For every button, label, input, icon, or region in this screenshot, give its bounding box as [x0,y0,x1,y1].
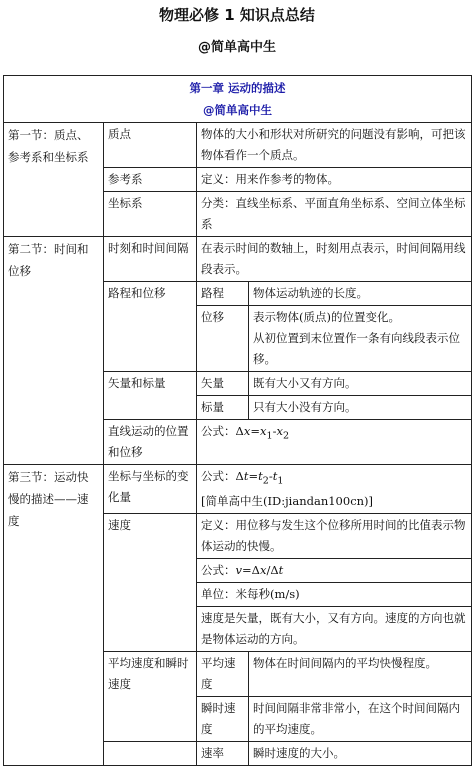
sudu-formula [197,559,472,583]
formula-eq: = [250,424,260,438]
formula-var: t [278,563,284,578]
topic-lucheng-weiyi: 路程和位移 [104,282,197,372]
term-biaoliang-desc: 只有大小没有方向。 [249,396,472,420]
sudu-unit: 单位：米每秒(m/s) [197,583,472,607]
topic-zuobiao: 坐标与坐标的变化量 [104,465,197,514]
topic-zhidian-desc: 物体的大小和形状对所研究的问题没有影响，可把该物体看作一个质点。 [197,123,472,168]
term-weiyi-desc-line1: 表示物体(质点)的位置变化。 [253,310,400,324]
topic-zuobiao-desc [197,465,472,514]
table-row [4,465,472,514]
topic-zuobiaoxi: 坐标系 [104,192,197,237]
term-shunshi-desc: 时间间隔非常非常小，在这个时间间隔内的平均速度。 [249,697,472,742]
formula-var: x [243,424,251,438]
term-pingjun: 平均速度 [197,652,249,697]
term-biaoliang: 标量 [197,396,249,420]
term-sulv-desc: 瞬时速度的大小。 [249,742,472,766]
formula-delta-x [197,420,472,465]
formula-minus: - [272,424,277,438]
document-subtitle: @简单高中生 [197,40,276,55]
section-3-label: 第三节：运动快慢的描述——速度 [4,465,104,766]
sudu-definition: 定义：用位移与发生这个位移所用时间的比值表示物体运动的快慢。 [197,514,472,559]
formula-delta: Δ [235,424,244,438]
formula-sub: 2 [262,475,269,487]
term-shunshi: 瞬时速度 [197,697,249,742]
topic-sudu: 速度 [104,514,197,652]
topic-zuobiaoxi-desc: 分类：直线坐标系、平面直角坐标系、空间立体坐标系 [197,192,472,237]
term-shiliang-desc: 既有大小又有方向。 [249,372,472,396]
formula-delta: Δ [235,469,244,483]
topic-shike-desc: 在表示时间的数轴上，时刻用点表示，时间间隔用线段表示。 [197,237,472,282]
section-2-label: 第二节：时间和位移 [4,237,104,465]
formula-prefix: 公式： [201,469,236,483]
term-pingjun-desc: 物体在时间间隔内的平均快慢程度。 [249,652,472,697]
topic-zhidian: 质点 [104,123,197,168]
chapter-header [4,76,472,123]
notes-table [3,75,472,766]
topic-cankaoxi: 参考系 [104,168,197,192]
formula-var: x [276,424,283,438]
term-lucheng-desc: 物体运动轨迹的长度。 [249,282,472,306]
topic-zhixian: 直线运动的位置和位移 [104,420,197,465]
formula-var: t [258,469,263,483]
source-note: [简单高中生(ID:jiandan100cn)] [201,494,374,509]
term-sulv: 速率 [197,742,249,766]
formula-eq: = [248,469,259,483]
document-title: 物理必修 1 知识点总结 [159,6,315,24]
term-weiyi: 位移 [197,306,249,372]
chapter-header-row [4,76,472,123]
sudu-vector: 速度是矢量，既有大小，又有方向。速度的方向也就是物体运动的方向。 [197,607,472,652]
topic-empty [104,742,197,766]
formula-var: t [243,469,249,483]
formula-delta-t [201,466,467,491]
formula-var: v [235,563,242,578]
formula-sub: 1 [277,475,284,487]
formula-div: /Δ [266,563,279,578]
topic-shiliang-biaoliang: 矢量和标量 [104,372,197,420]
table-row [4,237,472,282]
topic-cankaoxi-desc: 定义：用来作参考的物体。 [197,168,472,192]
table-row [4,123,472,168]
term-shiliang: 矢量 [197,372,249,396]
formula-prefix: 公式： [201,424,236,438]
formula-var: x [259,424,267,438]
chapter-title: 第一章 运动的描述 [189,81,286,95]
formula-minus: - [268,469,273,483]
topic-shike: 时刻和时间间隔 [104,237,197,282]
term-lucheng: 路程 [197,282,249,306]
chapter-subtitle: @简单高中生 [203,103,272,117]
section-1-label: 第一节：质点、参考系和坐标系 [4,123,104,237]
formula-sub: 1 [266,430,273,442]
term-weiyi-desc [249,306,472,372]
formula-sub: 2 [282,430,290,442]
formula-prefix: 公式： [201,563,236,578]
term-weiyi-desc-line2: 从初位置到末位置作一条有向线段表示位移。 [253,331,460,366]
formula-var: x [259,563,267,578]
formula-var: t [272,469,278,483]
formula-eq: =Δ [242,563,260,578]
topic-pingjun-shunshi: 平均速度和瞬时速度 [104,652,197,742]
